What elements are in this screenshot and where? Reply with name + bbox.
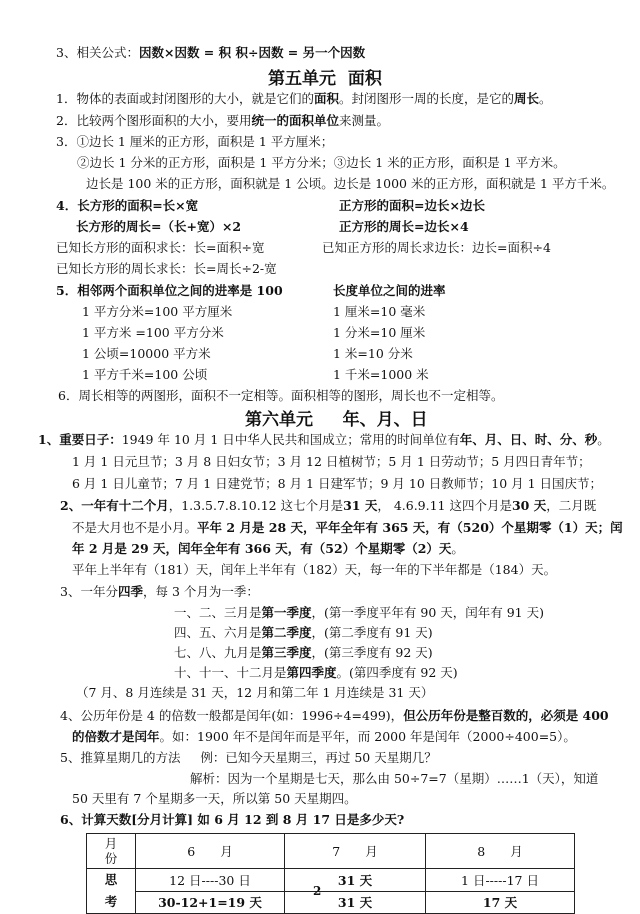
month-label-b: 份 — [104, 851, 118, 866]
q1-c: ，(第一季度平年有 90 天，闰年有 91 天) — [311, 605, 544, 620]
s2-a: 2、一年有十二个月 — [60, 498, 169, 513]
p5-area-item: 1 公顷=10000 平方米 — [82, 346, 211, 361]
unit5-title-a: 第五单元 — [268, 69, 336, 89]
p5-length-head: 长度单位之间的进率 — [333, 283, 446, 298]
table-row — [87, 891, 575, 914]
s2-c: 31 天 — [343, 498, 378, 513]
s2-e: 30 天 — [511, 498, 547, 513]
p5-length-item: 1 分米=10 厘米 — [333, 325, 426, 340]
table-header-june: 6 月 — [136, 834, 285, 869]
unit5-title-b: 面积 — [347, 69, 382, 89]
unit6-title-b: 年、月、日 — [342, 410, 428, 430]
p5-length-item: 1 厘米=10 毫米 — [333, 304, 426, 319]
p4-rect-length-from-perimeter: 已知长方形的周长求长：长=周长÷2-宽 — [56, 261, 277, 276]
formula-prefix: 3、相关公式： — [56, 45, 139, 60]
unit5-p1 — [56, 91, 552, 107]
think-b: 考 — [104, 894, 118, 909]
quarter-1 — [174, 605, 544, 621]
s1-d: 。 — [597, 432, 610, 447]
p1-b: 面积 — [313, 91, 339, 106]
s3-a: 3、一年分 — [60, 584, 118, 599]
s4-c: 的倍数才是闰年 — [72, 729, 160, 744]
unit6-s2-line3 — [72, 541, 464, 557]
p4-square-perimeter: 正方形的周长=边长×4 — [339, 219, 469, 234]
p4-square-side: 已知正方形的周长求边长：边长=面积÷4 — [322, 240, 551, 255]
quarter-2 — [174, 625, 433, 641]
unit6-title-a: 第六单元 — [245, 410, 313, 430]
quarter-4 — [174, 665, 458, 681]
s4-d: 。如：1900 年不是闰年而是平年，而 2000 年是闰年（2000÷400=5）。 — [159, 729, 576, 744]
table-cell: 30-12+1=19 天 — [136, 891, 285, 914]
table-cell: 31 天 — [285, 869, 426, 892]
q1-a: 一、二、三月是 — [174, 605, 262, 620]
q2-b: 第二季度 — [261, 625, 312, 640]
table-header-month — [87, 834, 136, 869]
p5-area-item: 1 平方米 =100 平方分米 — [82, 325, 224, 340]
unit5-title — [268, 64, 382, 89]
month-label-a: 月 — [104, 836, 118, 851]
s2-i: 年 2 月是 29 天，闰年全年有 366 天，有（52）个星期零（2）天 — [72, 541, 452, 556]
unit6-s1 — [38, 432, 610, 448]
q1-b: 第一季度 — [261, 605, 312, 620]
table-cell: 17 天 — [426, 891, 575, 914]
unit6-s3 — [60, 584, 259, 600]
p4-rect-perimeter: 长方形的周长=（长+宽）×2 — [76, 219, 242, 234]
table-cell: 31 天 — [285, 891, 426, 914]
q2-c: ，(第二季度有 91 天) — [311, 625, 433, 640]
unit6-s5-line2: 解析：因为一个星期是七天，那么由 50÷7=7（星期）……1（天），知道 — [190, 771, 599, 786]
quarter-3 — [174, 645, 433, 661]
table-think-cell — [87, 869, 136, 914]
page-number: 2 — [313, 884, 322, 898]
days-table — [86, 833, 575, 914]
p4-rect-area: 4．长方形的面积=长×宽 — [56, 198, 199, 213]
s3-c: ，每 3 个月为一季： — [142, 584, 259, 599]
p1-c: 。封闭图形一周的长度，是它的 — [338, 91, 514, 106]
unit6-s6: 6、计算天数[分月计算] 如 6 月 12 到 8 月 17 日是多少天? — [60, 812, 405, 827]
unit5-p2 — [56, 113, 389, 129]
q3-a: 七、八、九月是 — [174, 645, 262, 660]
p2-c: 来测量。 — [338, 113, 389, 128]
unit6-s4-line1 — [60, 708, 609, 724]
s1-c: 年、月、日、时、分、秒 — [459, 432, 598, 447]
unit6-s1c: 6 月 1 日儿童节；7 月 1 日建党节；8 月 1 日建军节；9 月 10 日教师节；10 月 1 日国庆节； — [72, 476, 603, 491]
table-header-july: 7 月 — [285, 834, 426, 869]
q3-c: ，(第三季度有 92 天) — [311, 645, 433, 660]
s2-b: ，1.3.5.7.8.10.12 这七个月是 — [168, 498, 344, 513]
unit6-s1b: 1 月 1 日元旦节；3 月 8 日妇女节；3 月 12 日植树节；5 月 1 日劳动节；5 月四日青年节； — [72, 454, 591, 469]
unit5-p3a: 3．①边长 1 厘米的正方形，面积是 1 平方厘米； — [56, 134, 334, 149]
p5-length-item: 1 千米=1000 米 — [333, 367, 429, 382]
p5-length-item: 1 米=10 分米 — [333, 346, 413, 361]
unit5-p6: 6．周长相等的两图形，面积不一定相等。面积相等的图形，周长也不一定相等。 — [58, 388, 504, 403]
p4-rect-length-from-area: 已知长方形的面积求长：长=面积÷宽 — [56, 240, 265, 255]
unit5-p3c: 边长是 100 米的正方形，面积就是 1 公顷。边长是 1000 米的正方形，面积就是 1 平方千米。 — [86, 176, 615, 191]
p1-d: 周长 — [514, 91, 540, 106]
s4-b: 但公历年份是整百数的，必须是 400 — [403, 708, 609, 723]
table-row — [87, 869, 575, 892]
p2-a: 2．比较两个图形面积的大小，要用 — [56, 113, 252, 128]
s2-f: ，二月既 — [546, 498, 597, 513]
formula-bold: 因数×因数 = 积 积÷因数 = 另一个因数 — [138, 45, 366, 60]
s3-b: 四季 — [117, 584, 143, 599]
s1-a: 1、重要日子： — [38, 432, 122, 447]
s4-a: 4、公历年份是 4 的倍数一般都是闰年(如：1996÷4=499)， — [60, 708, 404, 723]
p5-area-item: 1 平方分米=100 平方厘米 — [82, 304, 233, 319]
q3-b: 第三季度 — [261, 645, 312, 660]
unit6-s5-line1 — [60, 750, 437, 766]
p2-b: 统一的面积单位 — [251, 113, 339, 128]
p1-a: 1．物体的表面或封闭图形的大小，就是它们的 — [56, 91, 314, 106]
quarter-note: （7 月、8 月连续是 31 天，12 月和第二年 1 月连续是 31 天） — [76, 685, 434, 700]
table-cell: 1 日-----17 日 — [426, 869, 575, 892]
s2-g: 不是大月也不是小月。 — [72, 520, 198, 535]
p5-area-head: 5．相邻两个面积单位之间的进率是 100 — [56, 283, 283, 298]
think-a: 思 — [104, 872, 118, 887]
table-row — [87, 834, 575, 869]
s5-a: 5、推算星期几的方法 — [60, 750, 181, 765]
q4-c: 。(第四季度有 92 天) — [336, 665, 458, 680]
s5-b: 例：已知今天星期三，再过 50 天星期几？ — [200, 750, 437, 765]
table-cell: 12 日----30 日 — [136, 869, 285, 892]
unit6-s2-line1 — [60, 498, 596, 514]
formula-line — [56, 45, 365, 61]
table-header-august: 8 月 — [426, 834, 575, 869]
unit6-title — [245, 405, 428, 430]
s2-j: 。 — [451, 541, 464, 556]
p1-e: 。 — [539, 91, 552, 106]
unit6-s5-line3: 50 天里有 7 个星期多一天，所以第 50 天星期四。 — [72, 791, 357, 806]
p4-square-area: 正方形的面积=边长×边长 — [339, 198, 485, 213]
unit6-s2-line4: 平年上半年有（181）天，闰年上半年有（182）天，每一年的下半年都是（184）天。 — [72, 562, 557, 577]
p5-area-item: 1 平方千米=100 公顷 — [82, 367, 208, 382]
q4-b: 第四季度 — [286, 665, 337, 680]
s2-d: ， 4.6.9.11 这四个月是 — [377, 498, 512, 513]
q2-a: 四、五、六月是 — [174, 625, 262, 640]
q4-a: 十、十一、十二月是 — [174, 665, 287, 680]
s2-h: 平年 2 月是 28 天，平年全年有 365 天，有（520）个星期零（1）天；闰 — [197, 520, 623, 535]
s1-b: 1949 年 10 月 1 日中华人民共和国成立；常用的时间单位有 — [121, 432, 460, 447]
unit6-s4-line2 — [72, 729, 576, 745]
unit6-s2-line2 — [72, 520, 623, 536]
unit5-p3b: ②边长 1 分米的正方形，面积是 1 平方分米；③边长 1 米的正方形，面积是 1 平方米。 — [77, 155, 566, 170]
